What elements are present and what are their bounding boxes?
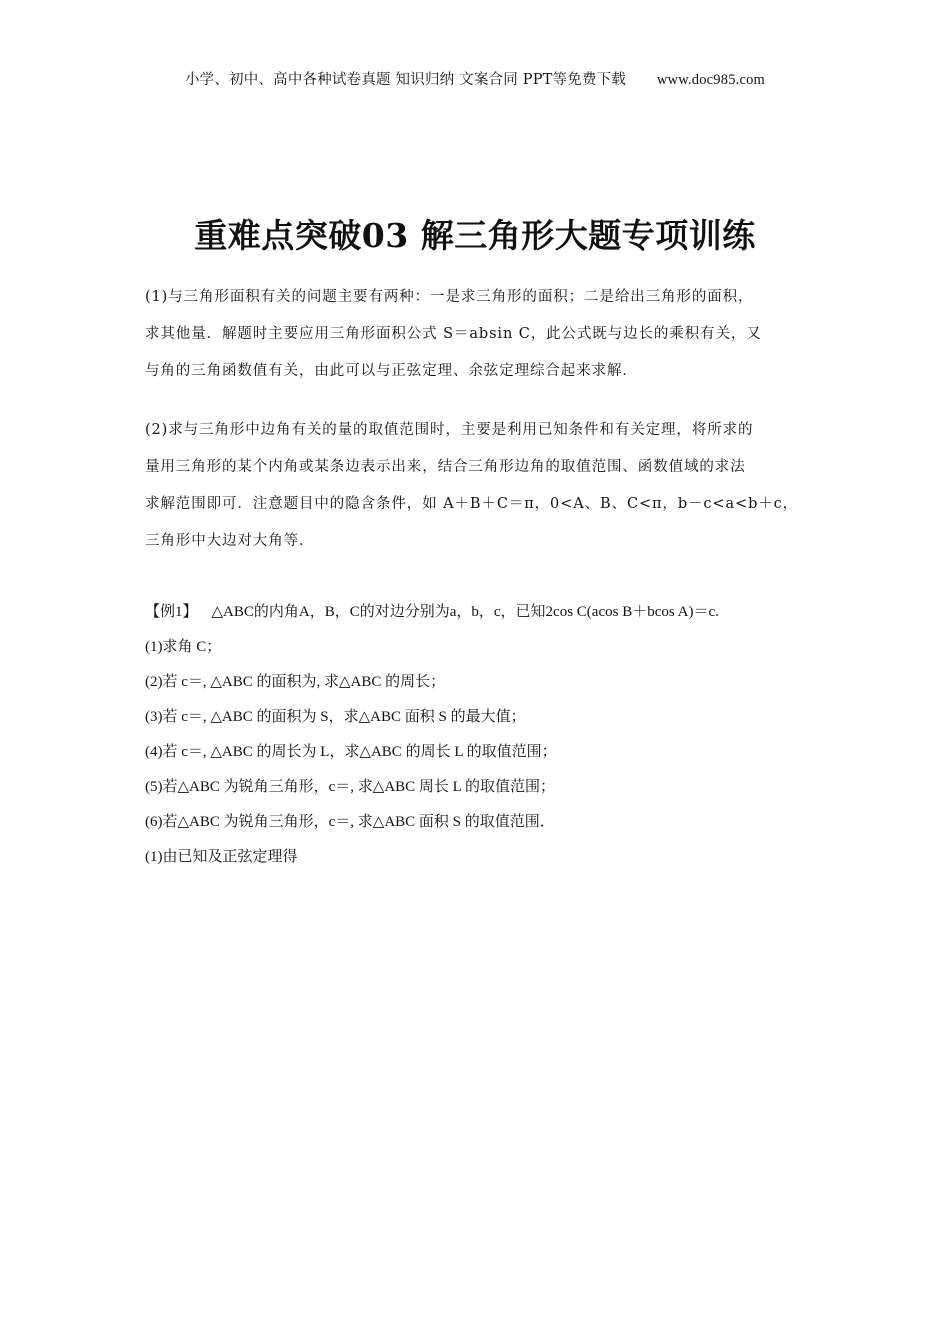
- paragraph-line: (1)与三角形面积有关的问题主要有两种：一是求三角形的面积；二是给出三角形的面积，: [145, 289, 754, 305]
- solution-start: (1)由已知及正弦定理得: [145, 849, 298, 865]
- paragraph-line: 三角形中大边对大角等．: [145, 533, 315, 549]
- example-tag: 【例1】: [145, 604, 198, 620]
- paragraph-line: 与角的三角函数值有关，由此可以与正弦定理、余弦定理综合起来求解．: [145, 363, 638, 379]
- page-header: [0, 68, 950, 89]
- paragraph-line: 求其他量．解题时主要应用三角形面积公式 S＝absin C，此公式既与边长的乘积有关，又: [145, 326, 762, 342]
- paragraph-range-problems: [145, 412, 807, 560]
- example-item: (4)若 c＝, △ABC 的周长为 L，求△ABC 的周长 L 的取值范围；: [145, 744, 557, 760]
- header-text: 小学、初中、高中各种试卷真题 知识归纳 文案合同 PPT等免费下载: [184, 72, 627, 88]
- document-title: 重难点突破03 解三角形大题专项训练: [194, 216, 756, 255]
- example-item: (5)若△ABC 为锐角三角形，c＝, 求△ABC 周长 L 的取值范围；: [145, 779, 556, 795]
- paragraph-line: 求解范围即可．注意题目中的隐含条件，如 A＋B＋C＝π，0<A、B、C<π，b－c<a<b＋c，: [145, 496, 799, 512]
- example-stem-line: [145, 595, 825, 630]
- example-1: [145, 595, 825, 875]
- example-item: (6)若△ABC 为锐角三角形，c＝, 求△ABC 面积 S 的取值范围．: [145, 814, 555, 830]
- example-stem: △ABC的内角A，B，C的对边分别为a，b，c，已知2cos C(acos B＋bcos A)＝c.: [211, 604, 719, 620]
- example-item: (1)求角 C；: [145, 639, 222, 655]
- header-url[interactable]: www.doc985.com: [656, 72, 766, 88]
- paragraph-area-problems: [145, 279, 807, 390]
- paragraph-line: (2)求与三角形中边角有关的量的取值范围时，主要是利用已知条件和有关定理，将所求的: [145, 422, 754, 438]
- example-item: (2)若 c＝, △ABC 的面积为, 求△ABC 的周长；: [145, 674, 446, 690]
- paragraph-line: 量用三角形的某个内角或某条边表示出来，结合三角形边角的取值范围、函数值域的求法: [145, 459, 746, 475]
- example-item: (3)若 c＝, △ABC 的面积为 S，求△ABC 面积 S 的最大值；: [145, 709, 526, 725]
